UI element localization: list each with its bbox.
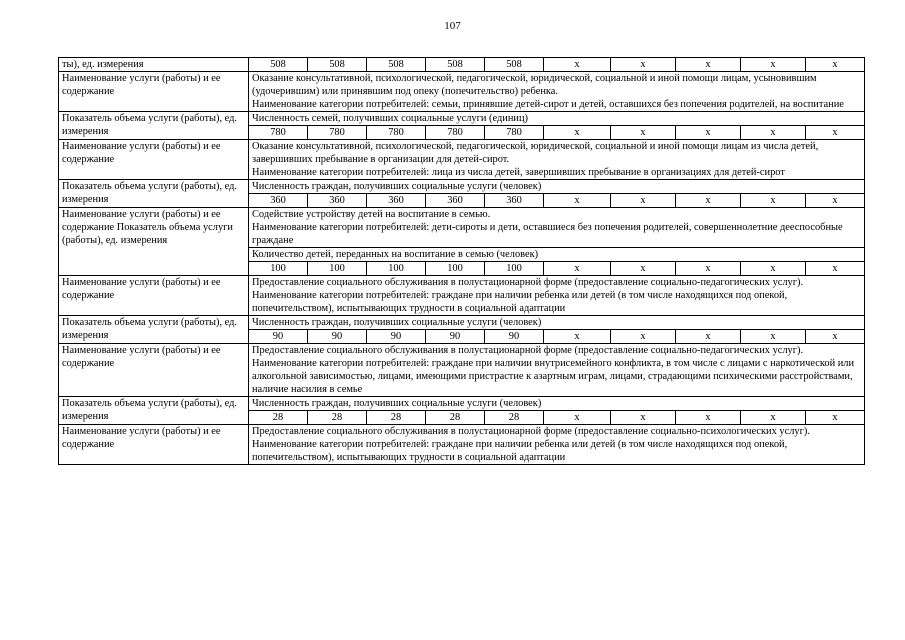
- table-row: [59, 316, 865, 330]
- table-row: [59, 58, 865, 72]
- value-cell: x: [676, 262, 741, 276]
- value-cell: x: [611, 126, 676, 140]
- value-cell: 28: [308, 411, 367, 425]
- description-paragraph: Наименование категории потребителей: семьи, принявшие детей-сирот и детей, оставшихся без попечения родителей, на воспитание: [252, 99, 844, 110]
- table-row: [59, 397, 865, 411]
- value-cell: 360: [426, 194, 485, 208]
- indicator-name: Численность граждан, получивших социальные услуги (человек): [249, 316, 865, 330]
- value-cell: 508: [249, 58, 308, 72]
- value-cell: 28: [249, 411, 308, 425]
- description-paragraph: Содействие устройству детей на воспитание в семью.: [252, 209, 491, 220]
- value-cell: 100: [308, 262, 367, 276]
- value-cell: 90: [249, 330, 308, 344]
- value-cell: 360: [249, 194, 308, 208]
- value-cell: 100: [485, 262, 544, 276]
- services-table: [58, 57, 865, 465]
- value-cell: x: [611, 330, 676, 344]
- value-cell: x: [676, 58, 741, 72]
- value-cell: x: [676, 126, 741, 140]
- value-cell: 90: [308, 330, 367, 344]
- description-paragraph: Наименование категории потребителей: граждане при наличии ребенка или детей (в том числе находящихся под опекой, попечительством), испытывающих трудности в социальной адаптации: [252, 439, 788, 463]
- value-cell: x: [544, 126, 611, 140]
- table-row: [59, 425, 865, 465]
- value-cell: x: [611, 194, 676, 208]
- value-cell: 508: [485, 58, 544, 72]
- value-cell: 780: [308, 126, 367, 140]
- value-cell: 100: [367, 262, 426, 276]
- description-paragraph: Оказание консультативной, психологической, педагогической, юридической, социальной и иной помощи лицам, усыновившим (удочерившим) или принявшим под опеку (попечительство) ребенка.: [252, 73, 817, 97]
- description-paragraph: Предоставление социального обслуживания в полустационарной форме (предоставление социально-психологических услуг).: [252, 426, 810, 437]
- value-cell: x: [806, 330, 865, 344]
- table-row: [59, 344, 865, 397]
- value-cell: x: [676, 194, 741, 208]
- row-label: Наименование услуги (работы) и ее содержание: [59, 425, 249, 465]
- value-cell: 100: [249, 262, 308, 276]
- indicator-name: Численность граждан, получивших социальные услуги (человек): [249, 397, 865, 411]
- service-description: [249, 344, 865, 397]
- value-cell: 360: [308, 194, 367, 208]
- row-label: Показатель объема услуги (работы), ед. измерения: [59, 397, 249, 425]
- description-paragraph: Оказание консультативной, психологической, педагогической, юридической, социальной и иной помощи лицам из числа детей, завершивших пребывание в организации для детей-сирот.: [252, 141, 819, 165]
- value-cell: 90: [485, 330, 544, 344]
- indicator-name: Количество детей, переданных на воспитание в семью (человек): [249, 248, 865, 262]
- table-row: [59, 180, 865, 194]
- value-cell: x: [741, 411, 806, 425]
- row-label: Наименование услуги (работы) и ее содержание: [59, 276, 249, 316]
- row-label: Наименование услуги (работы) и ее содержание: [59, 344, 249, 397]
- value-cell: 90: [426, 330, 485, 344]
- service-description: [249, 72, 865, 112]
- value-cell: x: [741, 262, 806, 276]
- value-cell: x: [676, 330, 741, 344]
- row-label: Показатель объема услуги (работы), ед. измерения: [59, 180, 249, 208]
- table-row: [59, 72, 865, 112]
- value-cell: 90: [367, 330, 426, 344]
- value-cell: 28: [426, 411, 485, 425]
- indicator-name: Численность граждан, получивших социальные услуги (человек): [249, 180, 865, 194]
- value-cell: x: [544, 262, 611, 276]
- description-paragraph: Предоставление социального обслуживания в полустационарной форме (предоставление социально-педагогических услуг).: [252, 345, 804, 356]
- service-description: [249, 425, 865, 465]
- description-paragraph: Предоставление социального обслуживания в полустационарной форме (предоставление социально-педагогических услуг).: [252, 277, 804, 288]
- value-cell: x: [806, 126, 865, 140]
- table-row: [59, 276, 865, 316]
- row-label: Наименование услуги (работы) и ее содержание: [59, 140, 249, 180]
- service-description: [249, 276, 865, 316]
- value-cell: 28: [367, 411, 426, 425]
- value-cell: x: [676, 411, 741, 425]
- value-cell: 780: [249, 126, 308, 140]
- description-paragraph: Наименование категории потребителей: граждане при наличии ребенка или детей (в том числе находящихся под опекой, попечительством), испытывающих трудности в социальной адаптации: [252, 290, 788, 314]
- value-cell: 780: [367, 126, 426, 140]
- table-body: [59, 58, 865, 465]
- description-paragraph: Наименование категории потребителей: лица из числа детей, завершивших пребывание в организациях для детей-сирот: [252, 167, 785, 178]
- row-label: Показатель объема услуги (работы), ед. измерения: [59, 316, 249, 344]
- row-label: Наименование услуги (работы) и ее содержание Показатель объема услуги (работы), ед. измерения: [59, 208, 249, 276]
- value-cell: x: [611, 58, 676, 72]
- table-row: [59, 112, 865, 126]
- value-cell: 780: [485, 126, 544, 140]
- value-cell: 508: [367, 58, 426, 72]
- value-cell: x: [806, 194, 865, 208]
- value-cell: x: [611, 262, 676, 276]
- value-cell: x: [741, 58, 806, 72]
- service-description: [249, 140, 865, 180]
- value-cell: x: [806, 58, 865, 72]
- row-label: ты), ед. измерения: [59, 58, 249, 72]
- indicator-name: Численность семей, получивших социальные услуги (единиц): [249, 112, 865, 126]
- page-number: 107: [444, 20, 461, 32]
- row-label: Показатель объема услуги (работы), ед. измерения: [59, 112, 249, 140]
- value-cell: 780: [426, 126, 485, 140]
- value-cell: x: [611, 411, 676, 425]
- value-cell: x: [544, 411, 611, 425]
- value-cell: x: [741, 330, 806, 344]
- row-label: Наименование услуги (работы) и ее содержание: [59, 72, 249, 112]
- value-cell: x: [741, 126, 806, 140]
- value-cell: 508: [426, 58, 485, 72]
- table-row: [59, 208, 865, 248]
- description-paragraph: Наименование категории потребителей: граждане при наличии внутрисемейного конфликта, в том числе с лицами с наркотической или алкогольной зависимостью, лицами, имеющими пристрастие к азартным играм, лицами, страдающими психическими расстройствами, наличие насилия в семье: [252, 358, 855, 395]
- value-cell: x: [544, 58, 611, 72]
- value-cell: x: [741, 194, 806, 208]
- value-cell: 360: [485, 194, 544, 208]
- description-paragraph: Наименование категории потребителей: дети-сироты и дети, оставшиеся без попечения родителей, совершеннолетние дееспособные граждане: [252, 222, 843, 246]
- value-cell: x: [806, 411, 865, 425]
- value-cell: x: [806, 262, 865, 276]
- value-cell: x: [544, 330, 611, 344]
- value-cell: x: [544, 194, 611, 208]
- service-description: [249, 208, 865, 248]
- value-cell: 28: [485, 411, 544, 425]
- value-cell: 100: [426, 262, 485, 276]
- table-row: [59, 140, 865, 180]
- value-cell: 508: [308, 58, 367, 72]
- value-cell: 360: [367, 194, 426, 208]
